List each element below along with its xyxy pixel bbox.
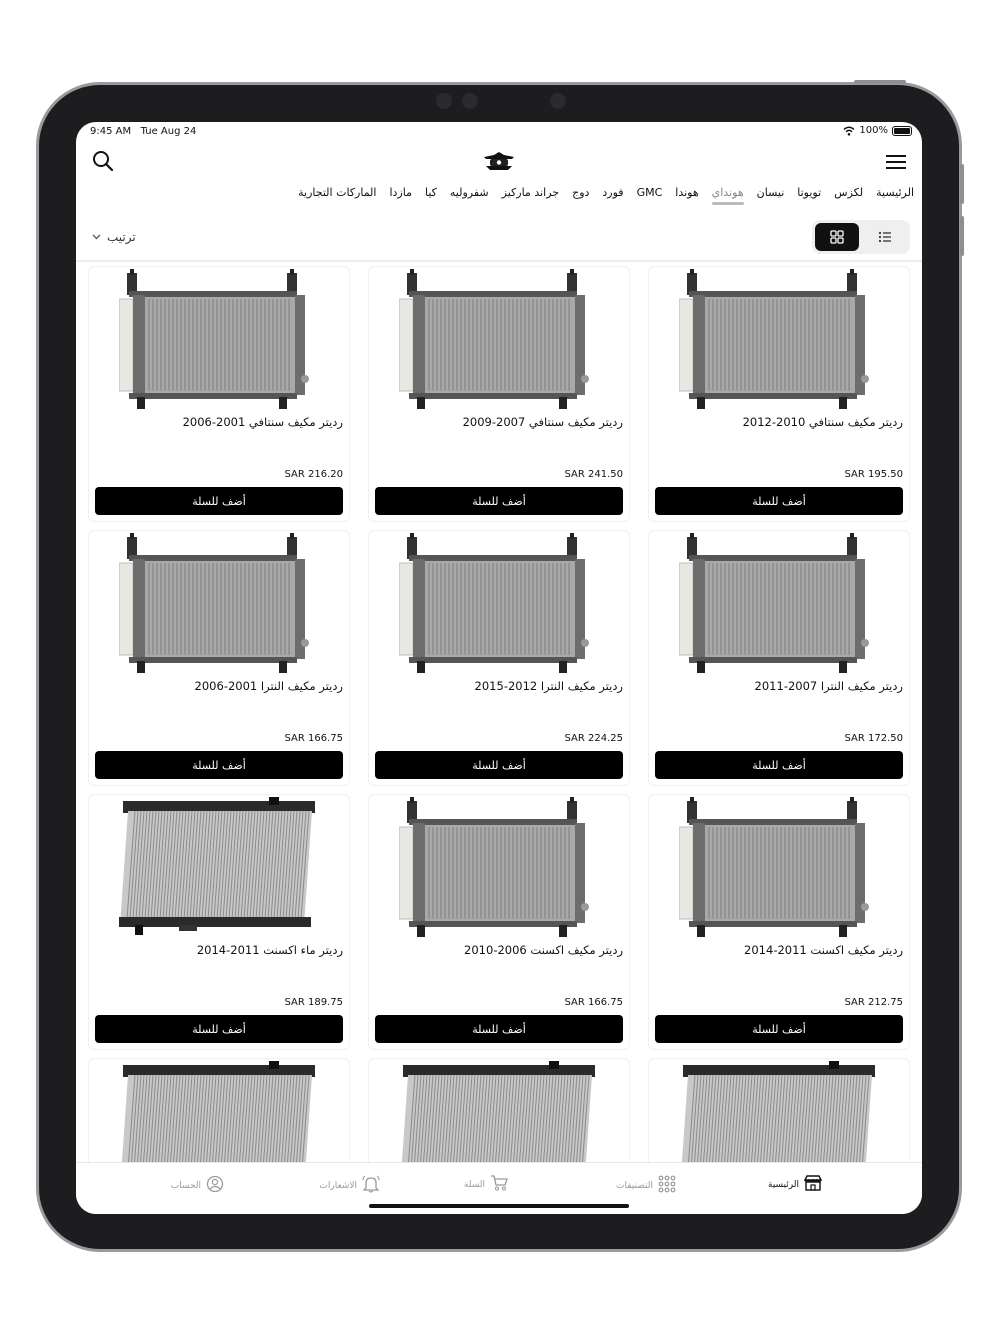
list-view-button[interactable]: [863, 223, 907, 251]
view-toggle: [812, 220, 910, 254]
condenser-image[interactable]: [119, 533, 319, 675]
product-title[interactable]: رديتر مكيف سنتافي 2010-2012: [742, 415, 903, 429]
account-icon: [206, 1175, 224, 1196]
bell-icon: [362, 1175, 380, 1196]
condenser-image[interactable]: [399, 533, 599, 675]
product-price: SAR 166.75: [564, 997, 623, 1008]
condenser-image[interactable]: [679, 533, 879, 675]
product-card[interactable]: [648, 530, 910, 786]
product-title[interactable]: رديتر مكيف النترا 2012-2015: [474, 679, 623, 693]
grid-icon: [830, 230, 844, 244]
brand-tab[interactable]: الرئيسية: [876, 186, 914, 199]
battery-icon: [892, 126, 912, 136]
add-to-cart-button[interactable]: أضف للسلة: [375, 1015, 623, 1043]
product-price: SAR 189.75: [284, 997, 343, 1008]
radiator-image[interactable]: [119, 797, 319, 939]
condenser-image[interactable]: [119, 269, 319, 411]
product-title[interactable]: رديتر ماء اكسنت 2011-2014: [196, 943, 343, 957]
product-price: SAR 241.50: [564, 469, 623, 480]
product-price: SAR 216.20: [284, 469, 343, 480]
brand-tab[interactable]: الماركات التجارية: [298, 186, 377, 199]
sort-label: ترتيب: [107, 230, 136, 244]
brand-tab[interactable]: كيا: [424, 186, 437, 199]
chevron-down-icon: [92, 234, 101, 240]
radiator-image[interactable]: [119, 1061, 319, 1162]
add-to-cart-button[interactable]: أضف للسلة: [655, 487, 903, 515]
add-to-cart-button[interactable]: أضف للسلة: [375, 487, 623, 515]
product-price: SAR 172.50: [844, 733, 903, 744]
brand-tab[interactable]: فورد: [602, 186, 624, 199]
product-card[interactable]: [648, 794, 910, 1050]
product-title[interactable]: رديتر مكيف سنتافي 2007-2009: [462, 415, 623, 429]
tab-label: السلة: [463, 1179, 485, 1190]
add-to-cart-button[interactable]: أضف للسلة: [655, 1015, 903, 1043]
product-price: SAR 212.75: [844, 997, 903, 1008]
sensor: [462, 93, 478, 109]
tab-label: الاشعارات: [319, 1180, 357, 1191]
condenser-image[interactable]: [399, 797, 599, 939]
search-icon: [92, 150, 114, 172]
brand-tabs: [298, 186, 914, 205]
tab-account[interactable]: [171, 1175, 224, 1196]
brand-tab[interactable]: تويوتا: [797, 186, 822, 199]
product-title[interactable]: رديتر مكيف اكسنت 2006-2010: [464, 943, 623, 957]
product-card[interactable]: [88, 1058, 350, 1162]
app-header: [76, 142, 922, 182]
condenser-image[interactable]: [399, 269, 599, 411]
radiator-image[interactable]: [679, 1061, 879, 1162]
add-to-cart-button[interactable]: أضف للسلة: [95, 751, 343, 779]
product-card[interactable]: [88, 530, 350, 786]
categories-icon: [658, 1175, 676, 1196]
app-screen: [76, 122, 922, 1214]
brand-tab[interactable]: نيسان: [756, 186, 785, 199]
car-logo-icon[interactable]: [482, 148, 516, 174]
add-to-cart-button[interactable]: أضف للسلة: [95, 487, 343, 515]
product-card[interactable]: [368, 794, 630, 1050]
add-to-cart-button[interactable]: أضف للسلة: [95, 1015, 343, 1043]
product-card[interactable]: [88, 266, 350, 522]
add-to-cart-button[interactable]: أضف للسلة: [375, 751, 623, 779]
product-grid: [88, 266, 910, 1162]
volume-up-button: [960, 164, 964, 204]
product-card[interactable]: [648, 266, 910, 522]
condenser-image[interactable]: [679, 269, 879, 411]
cart-icon: [490, 1175, 508, 1194]
tab-categories[interactable]: [616, 1175, 676, 1196]
store-icon: [804, 1175, 822, 1194]
front-camera: [436, 93, 452, 109]
status-time: 9:45 AM Tue Aug 24: [90, 126, 197, 137]
sensor: [550, 93, 566, 109]
status-bar: [76, 122, 922, 142]
product-card[interactable]: [648, 1058, 910, 1162]
brand-tab[interactable]: هوندا: [675, 186, 699, 199]
tab-label: الحساب: [170, 1180, 201, 1191]
tab-label: الرئيسية: [768, 1179, 799, 1190]
brand-tab[interactable]: جراند ماركيز: [501, 186, 560, 199]
product-card[interactable]: [368, 1058, 630, 1162]
product-title[interactable]: رديتر مكيف اكسنت 2011-2014: [744, 943, 903, 957]
list-icon: [878, 231, 892, 243]
brand-tab[interactable]: دوج: [572, 186, 590, 199]
product-title[interactable]: رديتر مكيف النترا 2007-2011: [754, 679, 903, 693]
product-price: SAR 195.50: [844, 469, 903, 480]
tab-cart[interactable]: [464, 1175, 508, 1194]
brand-tab[interactable]: مازدا: [389, 186, 412, 199]
battery-percent: 100%: [859, 125, 888, 136]
volume-down-button: [960, 216, 964, 256]
wifi-icon: [843, 126, 855, 136]
brand-tab[interactable]: شفروليه: [449, 186, 489, 199]
product-card[interactable]: [368, 266, 630, 522]
tab-bell[interactable]: [319, 1175, 380, 1196]
sort-dropdown[interactable]: [92, 230, 136, 244]
brand-tab[interactable]: هونداي: [712, 186, 744, 205]
power-button: [854, 80, 906, 84]
brand-tab[interactable]: GMC: [636, 186, 663, 199]
brand-tab[interactable]: لكزس: [834, 186, 864, 199]
tab-store[interactable]: [768, 1175, 822, 1194]
search-button[interactable]: [92, 150, 116, 174]
product-card[interactable]: [88, 794, 350, 1050]
product-price: SAR 224.25: [564, 733, 623, 744]
divider: [76, 260, 922, 262]
product-price: SAR 166.75: [284, 733, 343, 744]
product-title[interactable]: رديتر مكيف سنتافي 2001-2006: [182, 415, 343, 429]
radiator-image[interactable]: [399, 1061, 599, 1162]
product-title[interactable]: رديتر مكيف النترا 2001-2006: [194, 679, 343, 693]
add-to-cart-button[interactable]: أضف للسلة: [655, 751, 903, 779]
product-card[interactable]: [368, 530, 630, 786]
home-indicator: [369, 1204, 629, 1208]
condenser-image[interactable]: [679, 797, 879, 939]
menu-button[interactable]: [886, 152, 906, 170]
grid-view-button[interactable]: [815, 223, 859, 251]
tab-label: التصنيفات: [616, 1180, 653, 1191]
